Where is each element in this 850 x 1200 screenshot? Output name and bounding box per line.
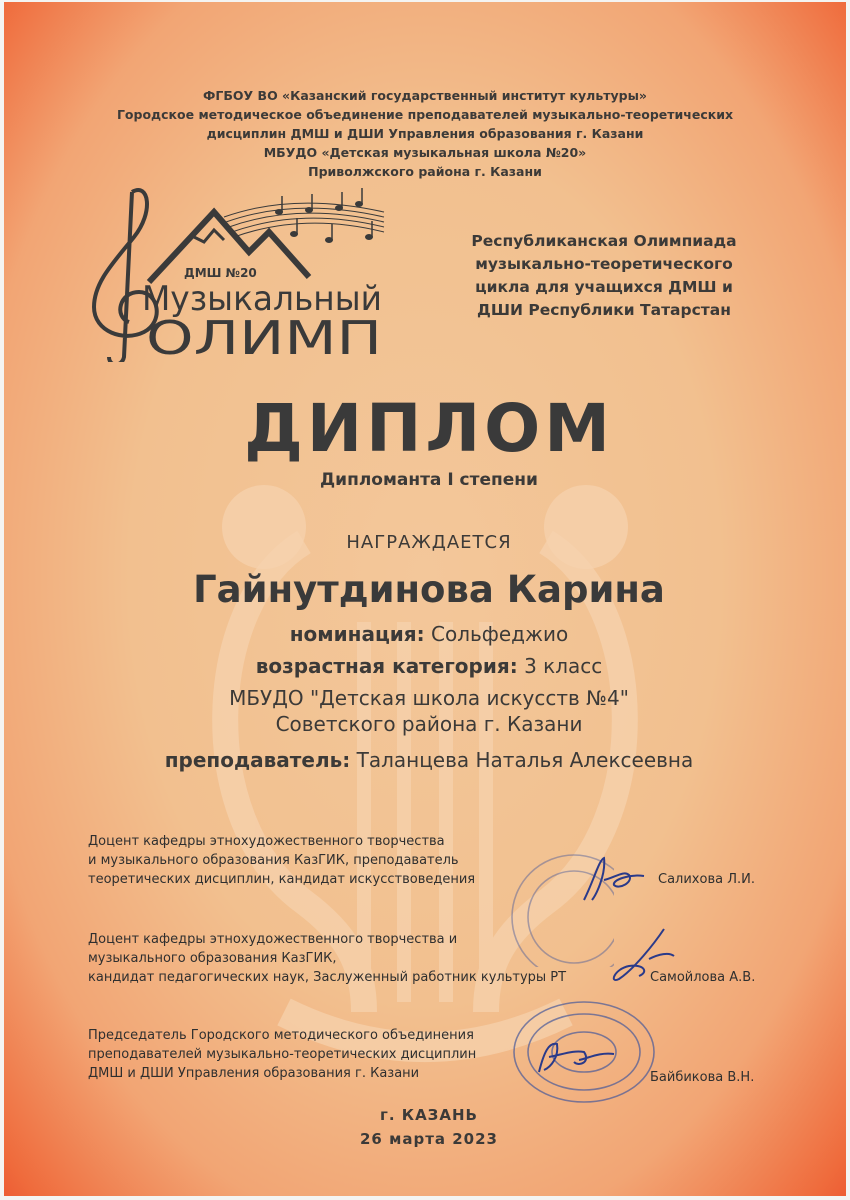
signatory-title-line: Председатель Городского методического объединения	[88, 1028, 474, 1043]
school-line-1: МБУДО "Детская школа искусств №4"	[229, 686, 629, 710]
signatory-title-line: музыкального образования КазГИК,	[88, 951, 337, 966]
school-line-2: Советского района г. Казани	[275, 712, 583, 736]
olympiad-line: Республиканская Олимпиада	[471, 232, 737, 250]
header-line: ФГБОУ ВО «Казанский государственный институт культуры»	[203, 88, 647, 103]
signatory-title-line: кандидат педагогических наук, Заслуженный работник культуры РТ	[88, 970, 567, 985]
date: 26 марта 2023	[359, 1130, 498, 1148]
age-label: возрастная категория:	[255, 654, 518, 678]
city: г. КАЗАНЬ	[380, 1106, 478, 1124]
signature-1	[574, 850, 654, 905]
logo-word-2: ОЛИМП	[146, 311, 382, 362]
header-line: дисциплин ДМШ и ДШИ Управления образования г. Казани	[206, 126, 644, 141]
awarded-label: НАГРАЖДАЕТСЯ	[346, 532, 512, 553]
signatory-title-line: Доцент кафедры этнохудожественного творчества и	[88, 932, 458, 947]
signatory-title-line: и музыкального образования КазГИК, преподаватель	[88, 853, 459, 868]
age-value: 3 класс	[524, 654, 603, 678]
diploma-title: ДИПЛОМ	[244, 390, 614, 467]
olympiad-line: ДШИ Республики Татарстан	[477, 301, 731, 319]
signatory-1-title	[88, 832, 475, 889]
teacher-label: преподаватель:	[164, 748, 351, 772]
logo-word-1: Музыкальный	[142, 279, 382, 319]
signatory-title-line: ДМШ и ДШИ Управления образования г. Казани	[88, 1066, 420, 1081]
signatory-1-name: Салихова Л.И.	[658, 872, 755, 887]
diploma-degree: Дипломанта I степени	[320, 470, 538, 490]
organizers-header	[44, 86, 806, 181]
signatory-3-name: Байбикова В.Н.	[650, 1070, 755, 1085]
teacher-line	[4, 748, 846, 772]
nomination-line	[4, 622, 846, 646]
nomination-label: номинация:	[289, 622, 425, 646]
music-staff-icon	[224, 203, 384, 237]
olympiad-line: цикла для учащихся ДМШ и	[475, 278, 733, 296]
recipient-name: Гайнутдинова Карина	[193, 568, 665, 611]
signatory-3-title	[88, 1026, 476, 1083]
olympiad-logo	[54, 182, 404, 362]
logo-school-label: ДМШ №20	[184, 266, 257, 280]
header-line: МБУДО «Детская музыкальная школа №20»	[263, 145, 587, 160]
olympiad-line: музыкально-теоретического	[475, 255, 733, 273]
header-line: Городское методическое объединение преподавателей музыкально-теоретических	[116, 107, 734, 122]
teacher-value: Таланцева Наталья Алексеевна	[356, 748, 694, 772]
signatory-title-line: теоретических дисциплин, кандидат искусствоведения	[88, 872, 476, 887]
nomination-value: Сольфеджио	[431, 622, 569, 646]
age-line	[4, 654, 846, 678]
signatory-title-line: преподавателей музыкально-теоретических дисциплин	[88, 1047, 477, 1062]
olympiad-title	[424, 230, 784, 322]
header-line: Приволжского района г. Казани	[308, 164, 542, 179]
signatory-title-line: Доцент кафедры этнохудожественного творчества	[88, 834, 445, 849]
diploma-page	[4, 2, 846, 1196]
signatory-2-name: Самойлова А.В.	[650, 970, 756, 985]
signature-3	[529, 1032, 619, 1082]
signatory-2-title	[88, 930, 566, 987]
